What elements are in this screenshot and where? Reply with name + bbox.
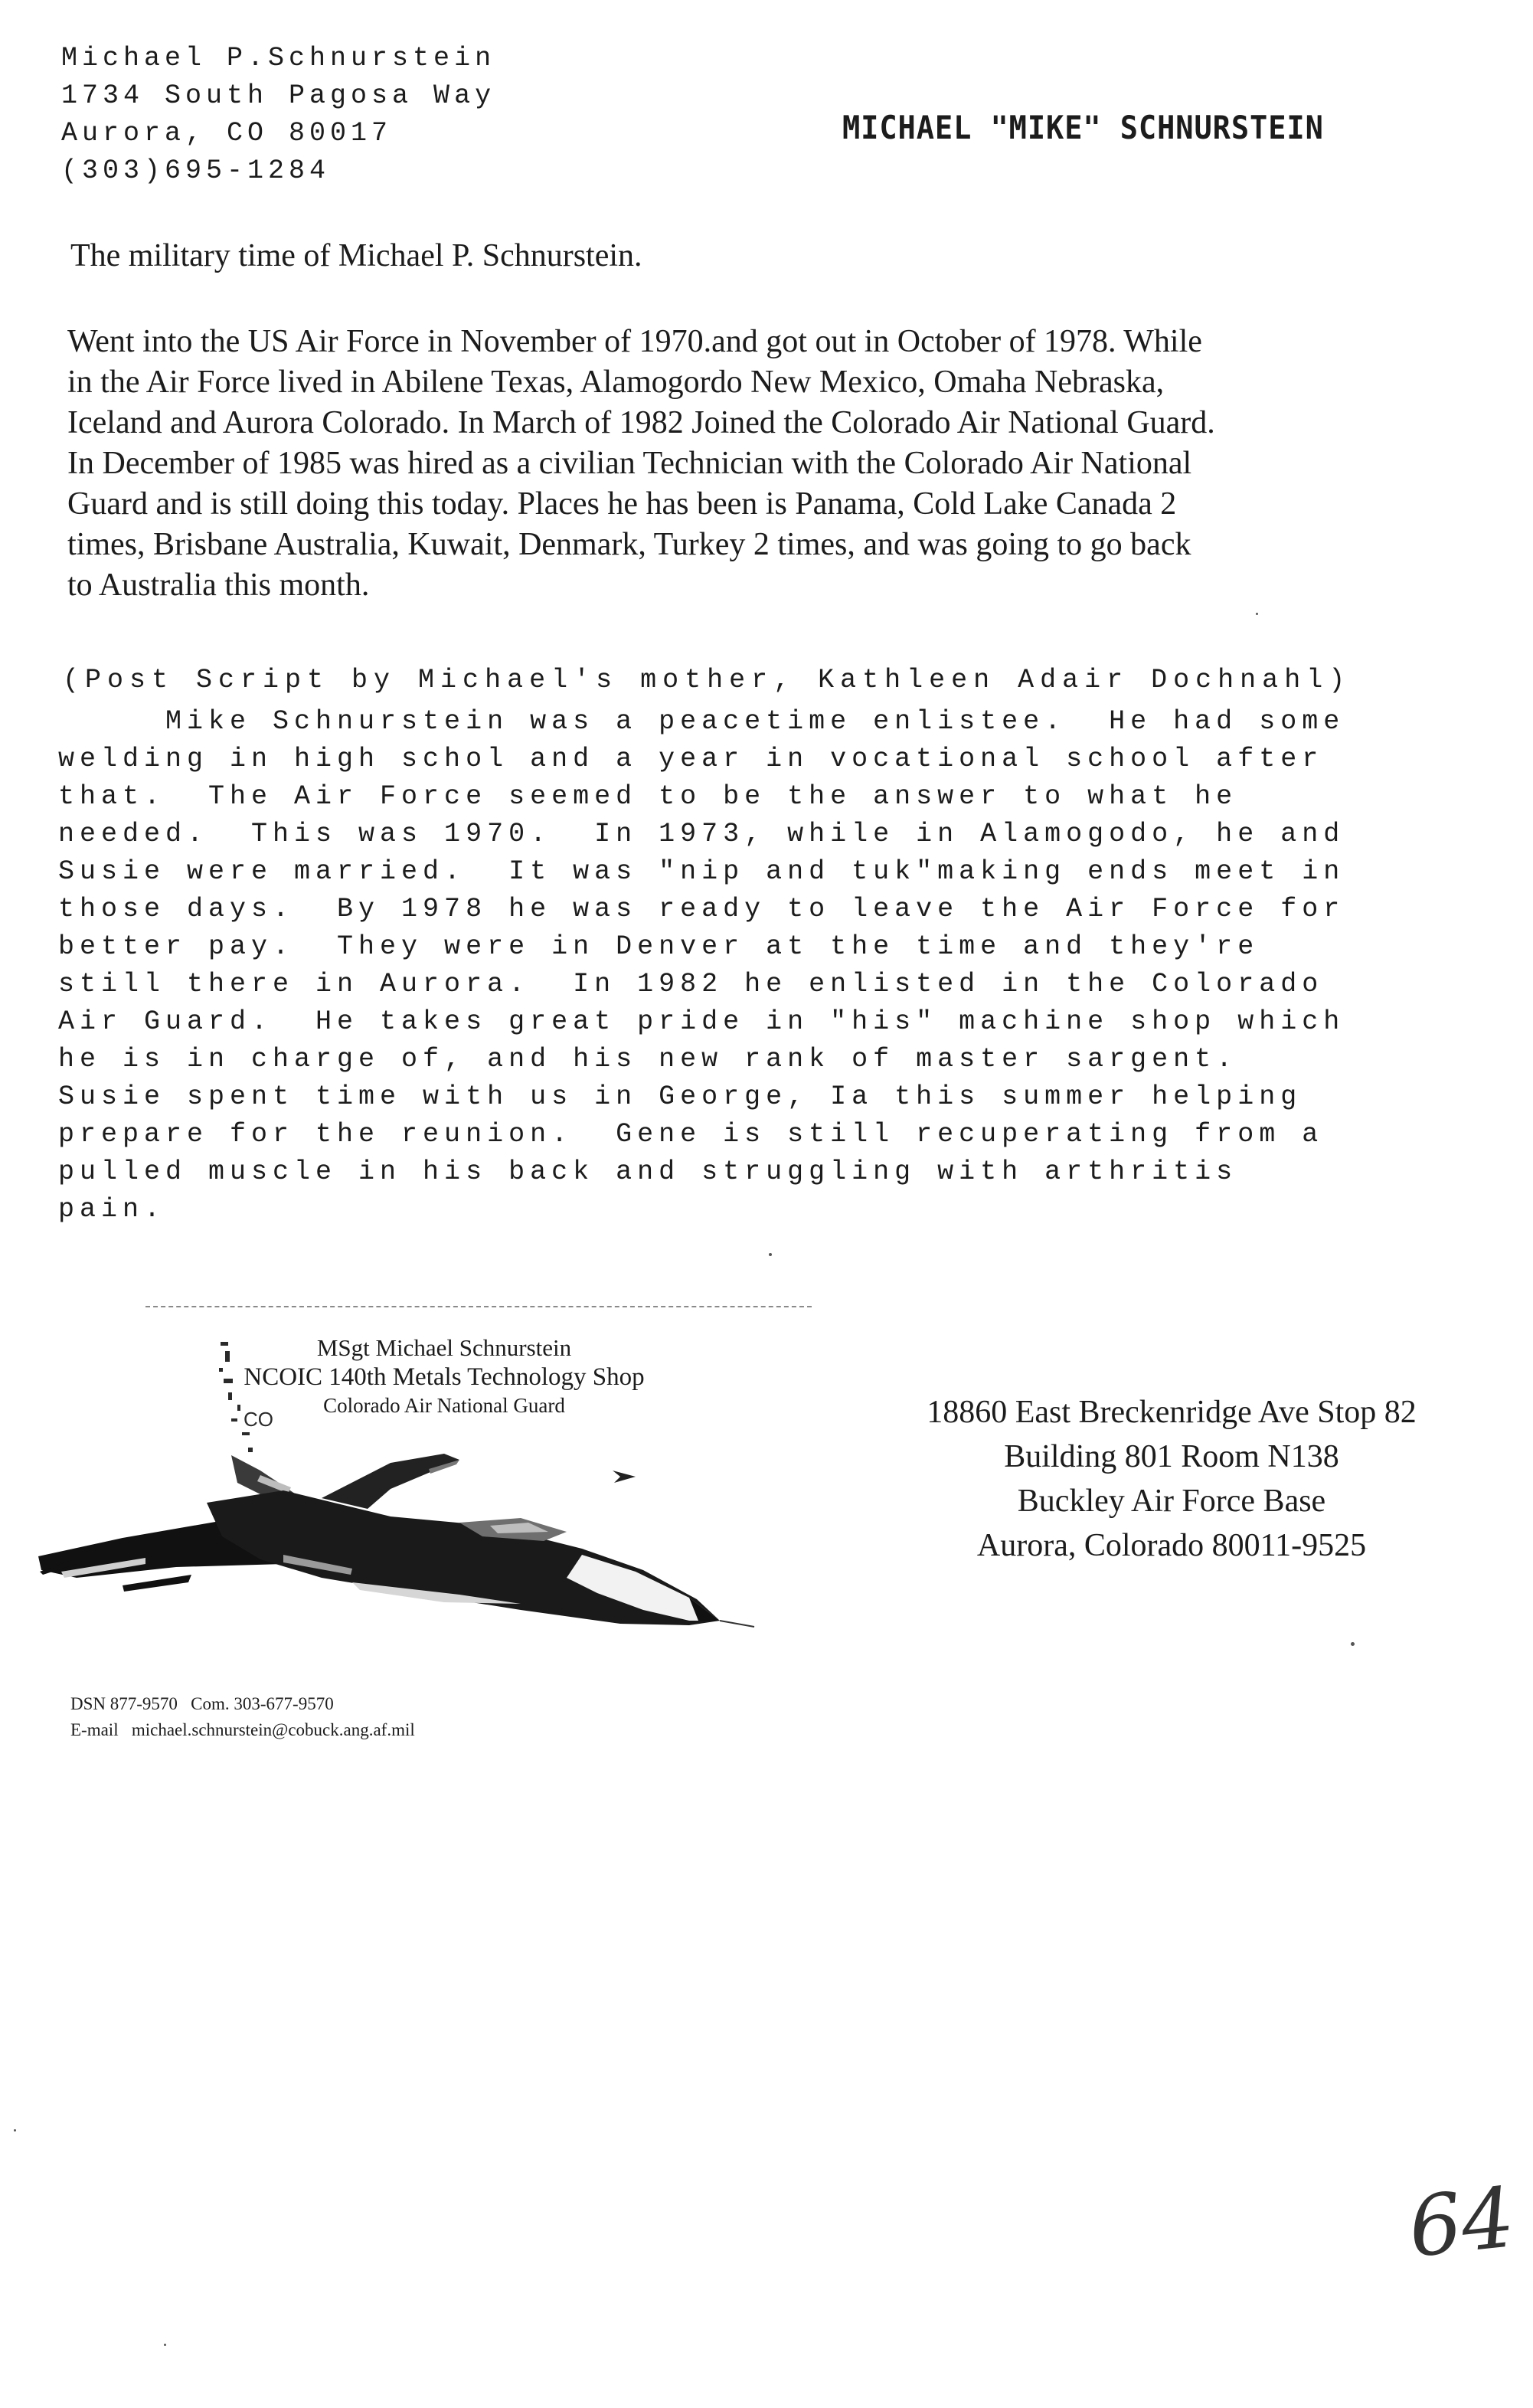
- return-address: [61, 40, 495, 190]
- post-script-line: those days. By 1978 he was ready to leave the Air Force for: [58, 894, 1345, 924]
- card-organization: Colorado Air National Guard: [323, 1394, 565, 1417]
- bio-line: Guard and is still doing this today. Places he has been is Panama, Cold Lake Canada 2: [67, 486, 1177, 522]
- post-script-body: [58, 703, 1345, 1229]
- bio-line: Iceland and Aurora Colorado. In March of 1982 Joined the Colorado Air National Guard.: [67, 405, 1215, 440]
- scan-speck: [14, 2129, 16, 2132]
- base-address: [873, 1390, 1470, 1568]
- base-address-line: Aurora, Colorado 80011-9525: [976, 1528, 1367, 1563]
- base-address-line: Buckley Air Force Base: [1017, 1484, 1326, 1519]
- name-stamp: MICHAEL "MIKE" SCHNURSTEIN: [842, 109, 1324, 146]
- post-script-line: Mike Schnurstein was a peacetime enlistee. He had some: [58, 706, 1345, 737]
- post-script-line: better pay. They were in Denver at the time and they're: [58, 931, 1260, 962]
- scan-speck: [769, 1253, 772, 1256]
- intro-line: The military time of Michael P. Schnurstein.: [70, 238, 642, 273]
- post-script-line: Air Guard. He takes great pride in "his" machine shop which: [58, 1006, 1345, 1037]
- scan-speck: [1256, 613, 1258, 615]
- card-phones: DSN 877-9570 Com. 303-677-9570: [70, 1694, 334, 1713]
- base-address-line: 18860 East Breckenridge Ave Stop 82: [927, 1395, 1417, 1430]
- post-script-line: needed. This was 1970. In 1973, while in Alamogodo, he and: [58, 819, 1345, 849]
- business-card: [31, 1294, 804, 1754]
- return-address-line: Aurora, CO 80017: [61, 118, 393, 149]
- bio-line: In December of 1985 was hired as a civilian Technician with the Colorado Air National: [67, 446, 1192, 481]
- card-name: MSgt Michael Schnurstein: [316, 1334, 572, 1361]
- post-script-line: Susie were married. It was "nip and tuk"making ends meet in: [58, 856, 1345, 887]
- svg-text:CO: CO: [244, 1408, 273, 1431]
- post-script-line: still there in Aurora. In 1982 he enlisted in the Colorado: [58, 969, 1324, 1000]
- bio-line: in the Air Force lived in Abilene Texas, Alamogordo New Mexico, Omaha Nebraska,: [67, 365, 1165, 400]
- return-address-line: Michael P.Schnurstein: [61, 43, 496, 74]
- post-script-line: that. The Air Force seemed to be the answer to what he: [58, 781, 1238, 812]
- post-script-line: pain.: [58, 1194, 166, 1225]
- base-address-line: Building 801 Room N138: [1004, 1439, 1339, 1474]
- post-script-header: (Post Script by Michael's mother, Kathleen Adair Dochnahl): [63, 665, 1352, 695]
- return-address-line: 1734 South Pagosa Way: [61, 80, 496, 111]
- bio-line: times, Brisbane Australia, Kuwait, Denmark, Turkey 2 times, and was going to go back: [67, 527, 1191, 562]
- post-script-line: prepare for the reunion. Gene is still recuperating from a: [58, 1119, 1324, 1150]
- card-title: NCOIC 140th Metals Technology Shop: [244, 1363, 645, 1391]
- post-script-line: Susie spent time with us in George, Ia this summer helping: [58, 1081, 1303, 1112]
- bio-paragraph: [67, 322, 1384, 606]
- bio-line: Went into the US Air Force in November of 1970.and got out in October of 1978. While: [67, 324, 1202, 359]
- post-script-line: welding in high schol and a year in vocational school after: [58, 744, 1324, 774]
- page-number: 64: [1404, 2170, 1519, 2276]
- bio-line: to Australia this month.: [67, 568, 370, 603]
- return-address-line: (303)695-1284: [61, 155, 331, 186]
- card-edge-line: [145, 1306, 812, 1307]
- post-script-line: he is in charge of, and his new rank of master sargent.: [58, 1044, 1238, 1075]
- scan-speck: [164, 2344, 166, 2346]
- post-script-line: pulled muscle in his back and struggling with arthritis: [58, 1157, 1238, 1187]
- card-email: E-mail michael.schnurstein@cobuck.ang.af.mil: [70, 1720, 415, 1739]
- scan-speck: [1351, 1642, 1355, 1646]
